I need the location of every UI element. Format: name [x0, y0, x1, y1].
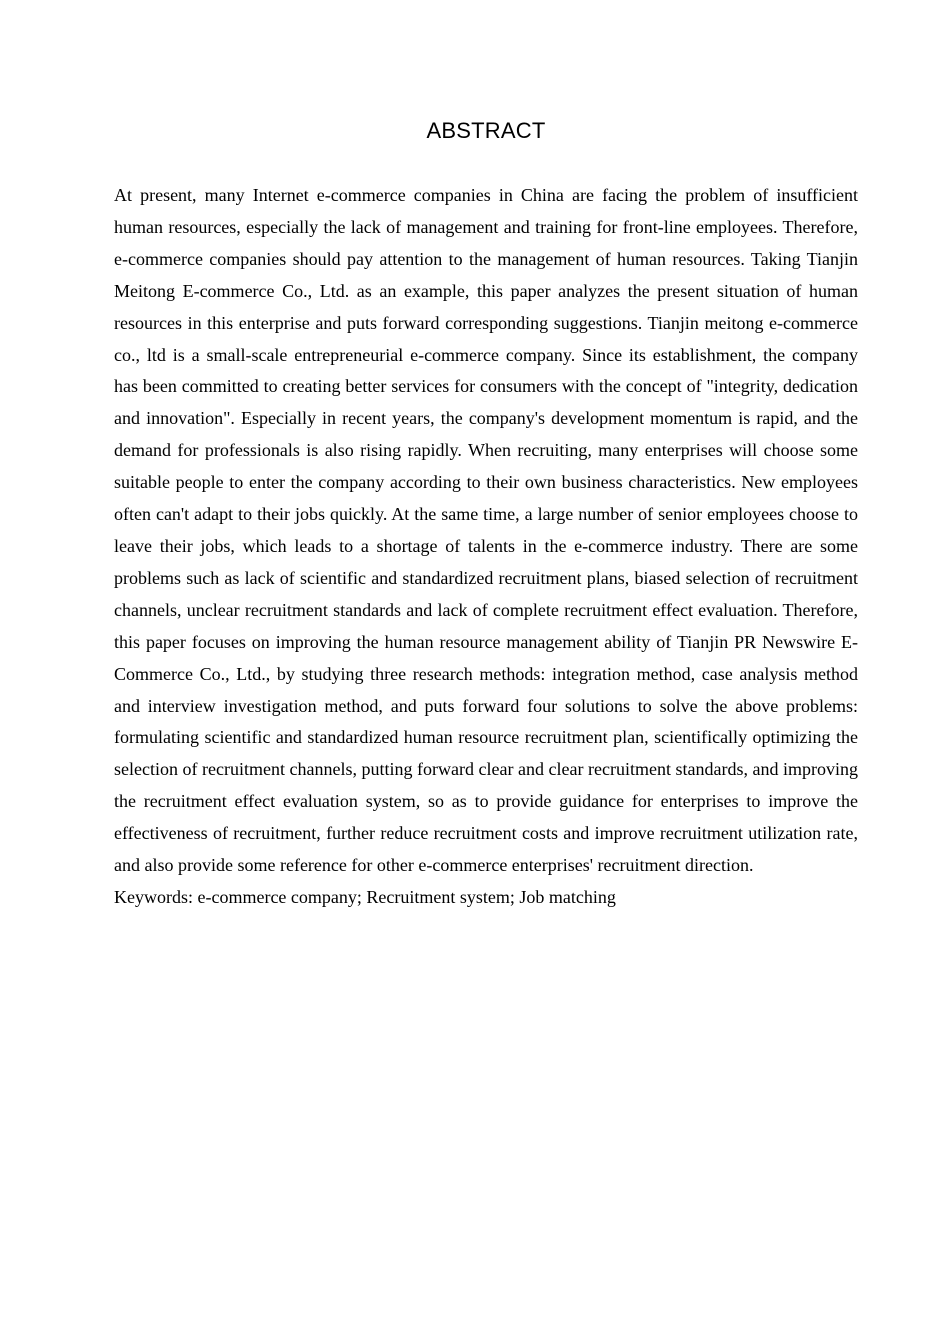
- page-title: ABSTRACT: [426, 118, 546, 143]
- keywords-line: Keywords: e-commerce company; Recruitment system; Job matching: [114, 886, 616, 907]
- abstract-paragraph: At present, many Internet e-commerce companies in China are facing the problem of insufficient human resources, especially the lack of management and training for front-line employees. Therefore, e-commerce companies should pay attention to the management of human resources. Taking Tianjin Meitong E-commerce Co., Ltd. as an example, this paper analyzes the present situation of human resources in this enterprise and puts forward corresponding suggestions. Tianjin meitong e-commerce co., ltd is a small-scale entrepreneurial e-commerce company. Since its establishment, the company has been committed to creating better services for consumers with the concept of "integrity, dedication and innovation". Especially in recent years, the company's development momentum is rapid, and the demand for professionals is also rising rapidly. When recruiting, many enterprises will choose some suitable people to enter the company according to their own business characteristics. New employees often can't adapt to their jobs quickly. At the same time, a large number of senior employees choose to leave their jobs, which leads to a shortage of talents in the e-commerce industry. There are some problems such as lack of scientific and standardized recruitment plans, biased selection of recruitment channels, unclear recruitment standards and lack of complete recruitment effect evaluation. Therefore, this paper focuses on improving the human resource management ability of Tianjin PR Newswire E-Commerce Co., Ltd., by studying three research methods: integration method, case analysis method and interview investigation method, and puts forward four solutions to solve the above problems: formulating scientific and standardized human resource recruitment plan, scientifically optimizing the selection of recruitment channels, putting forward clear and clear recruitment standards, and improving the recruitment effect evaluation system, so as to provide guidance for enterprises to improve the effectiveness of recruitment, further reduce recruitment costs and improve recruitment utilization rate, and also provide some reference for other e-commerce enterprises' recruitment direction.: [114, 185, 858, 876]
- abstract-body: [114, 180, 858, 914]
